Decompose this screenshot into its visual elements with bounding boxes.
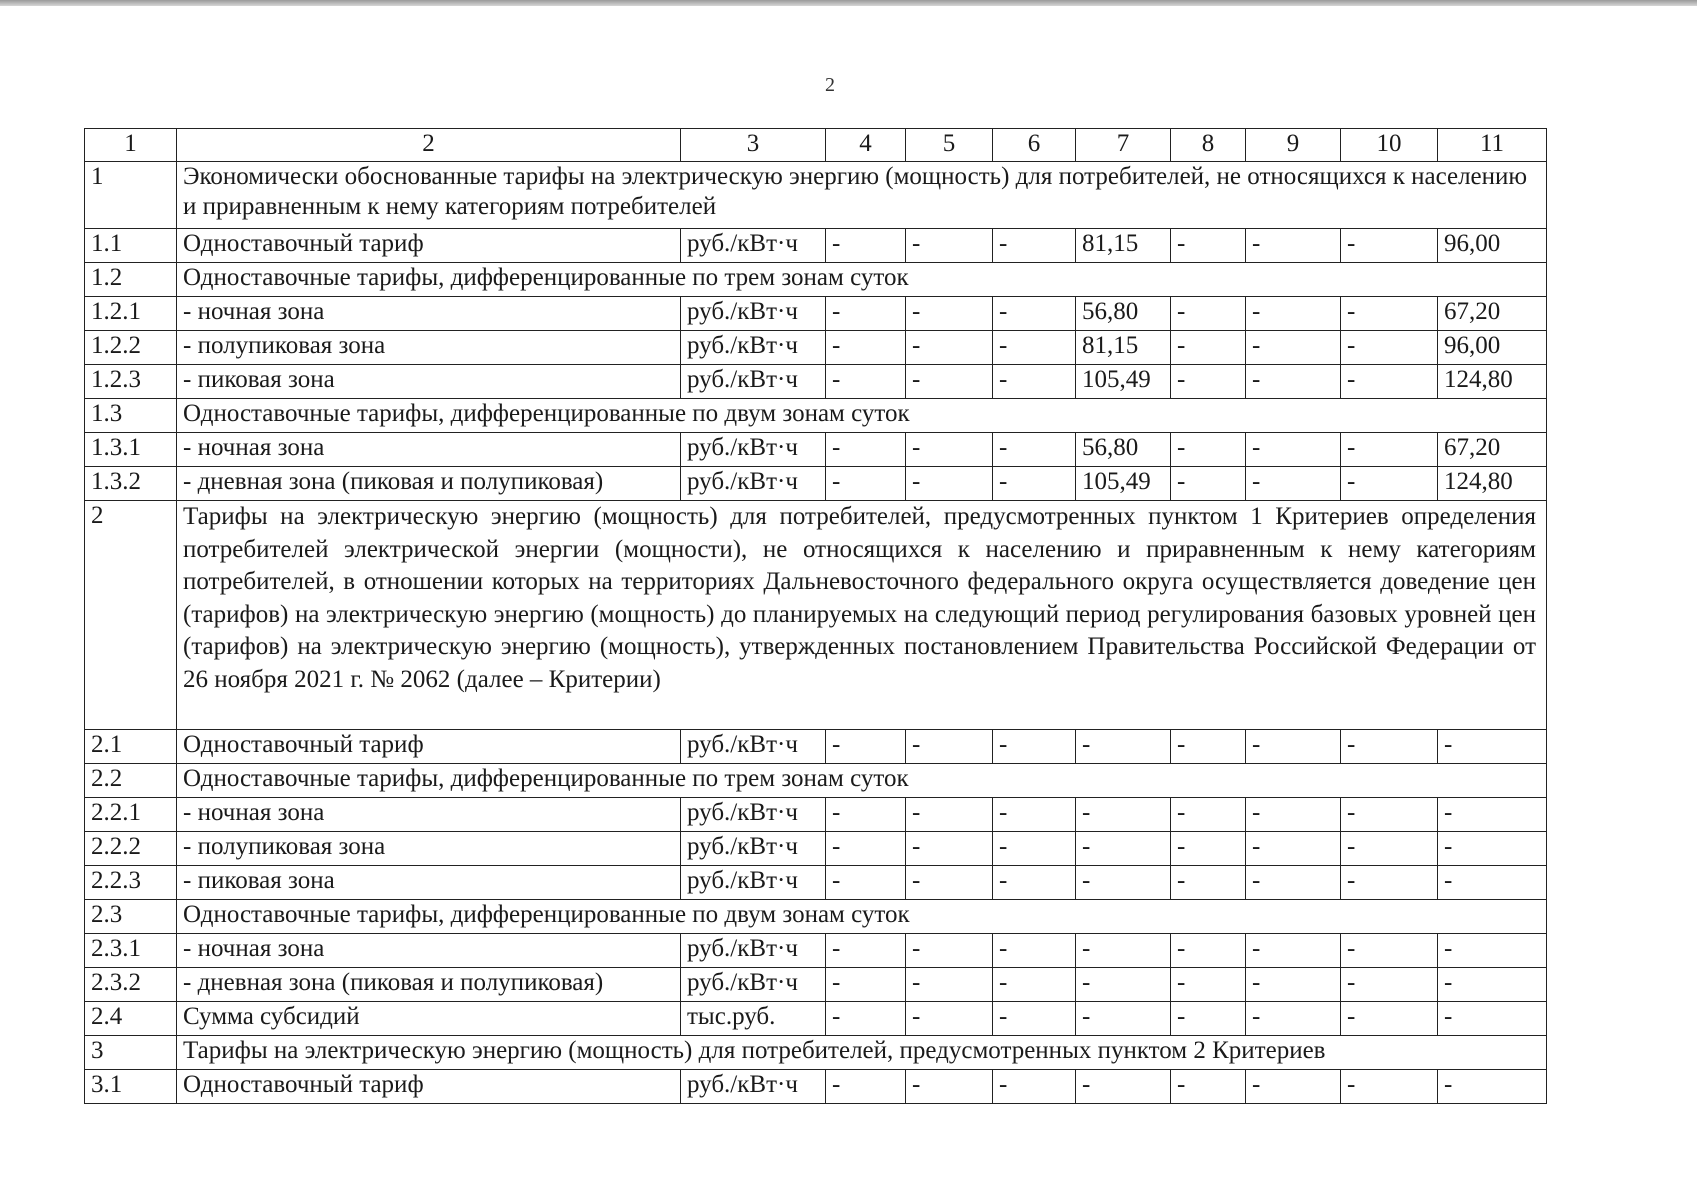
row-number: 1.1	[85, 229, 177, 263]
value-cell: -	[1341, 730, 1438, 764]
row-name: Одноставочный тариф	[177, 730, 681, 764]
value-cell: -	[993, 365, 1076, 399]
row-name: - ночная зона	[177, 297, 681, 331]
row-number: 2.1	[85, 730, 177, 764]
value-cell: -	[1438, 832, 1547, 866]
value-cell: -	[993, 832, 1076, 866]
value-cell: -	[1438, 798, 1547, 832]
value-cell: -	[1341, 1002, 1438, 1036]
value-cell: -	[906, 798, 993, 832]
row-name: - ночная зона	[177, 934, 681, 968]
row-number: 1	[85, 162, 177, 229]
value-cell: -	[1341, 968, 1438, 1002]
value-cell: -	[1171, 798, 1246, 832]
value-cell: -	[1341, 229, 1438, 263]
value-cell: -	[993, 730, 1076, 764]
value-cell: -	[1438, 968, 1547, 1002]
value-cell: -	[906, 331, 993, 365]
row-name: - ночная зона	[177, 433, 681, 467]
value-cell: -	[1171, 1070, 1246, 1104]
section-row	[85, 1036, 1547, 1070]
section-title: Одноставочные тарифы, дифференцированные по двум зонам суток	[177, 399, 1547, 433]
scan-edge	[0, 0, 1697, 6]
section-title: Тарифы на электрическую энергию (мощность) для потребителей, предусмотренных пунктом 2 Критериев	[177, 1036, 1547, 1070]
value-cell: -	[1438, 1070, 1547, 1104]
value-cell: -	[906, 934, 993, 968]
value-cell: -	[1171, 433, 1246, 467]
value-cell: -	[1246, 832, 1341, 866]
value-cell: -	[1171, 467, 1246, 501]
value-cell: -	[1438, 934, 1547, 968]
row-number: 1.3.1	[85, 433, 177, 467]
header-cell: 11	[1438, 129, 1547, 162]
row-number: 2.2	[85, 764, 177, 798]
row-unit: руб./кВт·ч	[681, 934, 826, 968]
value-cell: -	[1341, 866, 1438, 900]
value-cell: -	[993, 968, 1076, 1002]
value-cell: -	[906, 297, 993, 331]
value-cell: -	[906, 467, 993, 501]
value-cell: -	[826, 832, 906, 866]
value-cell: -	[1246, 1070, 1341, 1104]
table-row	[85, 1002, 1547, 1036]
value-cell: -	[826, 866, 906, 900]
header-cell: 10	[1341, 129, 1438, 162]
value-cell: -	[1246, 866, 1341, 900]
table-row	[85, 968, 1547, 1002]
tariff-table	[84, 128, 1547, 1104]
row-number: 1.3	[85, 399, 177, 433]
row-number: 3	[85, 1036, 177, 1070]
row-number: 2.2.1	[85, 798, 177, 832]
table-row	[85, 798, 1547, 832]
table-header-row	[85, 129, 1547, 162]
value-cell: -	[826, 331, 906, 365]
table-row	[85, 1070, 1547, 1104]
value-cell: -	[1341, 934, 1438, 968]
row-name: - полупиковая зона	[177, 832, 681, 866]
value-cell: -	[1246, 229, 1341, 263]
row-unit: руб./кВт·ч	[681, 866, 826, 900]
row-number: 2.2.3	[85, 866, 177, 900]
section-title: Одноставочные тарифы, дифференцированные по трем зонам суток	[177, 263, 1547, 297]
value-cell: 56,80	[1076, 297, 1171, 331]
value-cell: -	[1171, 331, 1246, 365]
value-cell: -	[1171, 297, 1246, 331]
value-cell: -	[993, 467, 1076, 501]
value-cell: -	[993, 433, 1076, 467]
value-cell: -	[1341, 1070, 1438, 1104]
value-cell: -	[906, 365, 993, 399]
row-unit: руб./кВт·ч	[681, 229, 826, 263]
row-number: 1.2.3	[85, 365, 177, 399]
header-cell: 1	[85, 129, 177, 162]
row-name: - дневная зона (пиковая и полупиковая)	[177, 968, 681, 1002]
value-cell: -	[906, 730, 993, 764]
value-cell: -	[826, 1070, 906, 1104]
value-cell: -	[1171, 229, 1246, 263]
table-row	[85, 730, 1547, 764]
value-cell: -	[993, 934, 1076, 968]
table-row	[85, 229, 1547, 263]
value-cell: 105,49	[1076, 467, 1171, 501]
row-name: Одноставочный тариф	[177, 1070, 681, 1104]
value-cell: -	[1438, 730, 1547, 764]
value-cell: -	[906, 968, 993, 1002]
value-cell: -	[826, 968, 906, 1002]
value-cell: -	[1246, 365, 1341, 399]
value-cell: -	[826, 433, 906, 467]
value-cell: -	[826, 229, 906, 263]
value-cell: -	[1171, 934, 1246, 968]
row-number: 2.3.2	[85, 968, 177, 1002]
row-unit: руб./кВт·ч	[681, 433, 826, 467]
value-cell: -	[1171, 968, 1246, 1002]
table-row	[85, 934, 1547, 968]
value-cell: -	[1341, 433, 1438, 467]
value-cell: -	[1076, 1070, 1171, 1104]
header-cell: 4	[826, 129, 906, 162]
value-cell: 67,20	[1438, 297, 1547, 331]
value-cell: -	[1171, 866, 1246, 900]
row-unit: руб./кВт·ч	[681, 331, 826, 365]
table-row	[85, 467, 1547, 501]
header-cell: 7	[1076, 129, 1171, 162]
value-cell: -	[1438, 1002, 1547, 1036]
value-cell: -	[1341, 467, 1438, 501]
table-row	[85, 832, 1547, 866]
header-cell: 8	[1171, 129, 1246, 162]
row-name: Одноставочный тариф	[177, 229, 681, 263]
value-cell: -	[1246, 798, 1341, 832]
table-row	[85, 331, 1547, 365]
tariff-table-body	[85, 129, 1547, 1104]
value-cell: -	[1341, 297, 1438, 331]
section-row	[85, 162, 1547, 229]
value-cell: -	[1246, 467, 1341, 501]
row-name: - пиковая зона	[177, 866, 681, 900]
value-cell: -	[1076, 1002, 1171, 1036]
value-cell: -	[826, 467, 906, 501]
value-cell: -	[1341, 832, 1438, 866]
value-cell: -	[906, 1070, 993, 1104]
value-cell: -	[906, 1002, 993, 1036]
value-cell: -	[1076, 968, 1171, 1002]
section-row	[85, 399, 1547, 433]
value-cell: -	[1246, 968, 1341, 1002]
row-number: 1.2.2	[85, 331, 177, 365]
row-unit: руб./кВт·ч	[681, 467, 826, 501]
value-cell: -	[1171, 365, 1246, 399]
row-number: 2	[85, 501, 177, 730]
value-cell: 96,00	[1438, 331, 1547, 365]
value-cell: 67,20	[1438, 433, 1547, 467]
value-cell: 124,80	[1438, 467, 1547, 501]
section-title: Тарифы на электрическую энергию (мощность) для потребителей, предусмотренных пунктом 1 Критериев определения потребителей электрической энергии (мощности), не относящихся к населению и приравненным к нему категориям потребителей, в отношении которых на территориях Дальневосточного федерального округа осуществляется доведение цен (тарифов) на электрическую энергию (мощность) до планируемых на следующий период регулирования базовых уровней цен (тарифов) на электрическую энергию (мощность), утвержденных постановлением Правительства Российской Федерации от 26 ноября 2021 г. № 2062 (далее – Критерии)	[177, 501, 1547, 730]
header-cell: 3	[681, 129, 826, 162]
value-cell: -	[906, 832, 993, 866]
section-title: Экономически обоснованные тарифы на электрическую энергию (мощность) для потребителей, не относящихся к населению и приравненным к нему категориям потребителей	[177, 162, 1547, 229]
row-number: 2.3.1	[85, 934, 177, 968]
value-cell: -	[1341, 798, 1438, 832]
value-cell: -	[826, 730, 906, 764]
value-cell: -	[1076, 934, 1171, 968]
header-cell: 6	[993, 129, 1076, 162]
row-number: 1.2	[85, 263, 177, 297]
value-cell: 81,15	[1076, 331, 1171, 365]
value-cell: -	[826, 1002, 906, 1036]
value-cell: -	[993, 1070, 1076, 1104]
row-unit: тыс.руб.	[681, 1002, 826, 1036]
header-cell: 5	[906, 129, 993, 162]
table-row	[85, 433, 1547, 467]
value-cell: -	[1246, 1002, 1341, 1036]
value-cell: -	[1076, 866, 1171, 900]
table-row	[85, 866, 1547, 900]
value-cell: -	[1246, 297, 1341, 331]
value-cell: -	[1438, 866, 1547, 900]
value-cell: -	[993, 798, 1076, 832]
value-cell: 81,15	[1076, 229, 1171, 263]
value-cell: 105,49	[1076, 365, 1171, 399]
value-cell: -	[1246, 331, 1341, 365]
row-number: 2.3	[85, 900, 177, 934]
section-row	[85, 764, 1547, 798]
section-row	[85, 263, 1547, 297]
row-number: 1.3.2	[85, 467, 177, 501]
value-cell: -	[1246, 730, 1341, 764]
value-cell: -	[993, 866, 1076, 900]
value-cell: 56,80	[1076, 433, 1171, 467]
row-number: 3.1	[85, 1070, 177, 1104]
value-cell: -	[1246, 433, 1341, 467]
row-unit: руб./кВт·ч	[681, 798, 826, 832]
value-cell: -	[993, 331, 1076, 365]
section-row	[85, 900, 1547, 934]
row-number: 2.2.2	[85, 832, 177, 866]
value-cell: -	[1076, 832, 1171, 866]
value-cell: -	[1341, 365, 1438, 399]
section-title: Одноставочные тарифы, дифференцированные по трем зонам суток	[177, 764, 1547, 798]
value-cell: -	[1171, 832, 1246, 866]
value-cell: -	[906, 866, 993, 900]
value-cell: 96,00	[1438, 229, 1547, 263]
table-row	[85, 297, 1547, 331]
value-cell: -	[826, 297, 906, 331]
section-row	[85, 501, 1547, 730]
value-cell: -	[826, 365, 906, 399]
row-name: - дневная зона (пиковая и полупиковая)	[177, 467, 681, 501]
row-unit: руб./кВт·ч	[681, 730, 826, 764]
row-unit: руб./кВт·ч	[681, 968, 826, 1002]
value-cell: -	[1341, 331, 1438, 365]
value-cell: -	[826, 934, 906, 968]
header-cell: 9	[1246, 129, 1341, 162]
row-name: - полупиковая зона	[177, 331, 681, 365]
value-cell: -	[1246, 934, 1341, 968]
row-name: Сумма субсидий	[177, 1002, 681, 1036]
header-cell: 2	[177, 129, 681, 162]
value-cell: -	[1171, 1002, 1246, 1036]
value-cell: -	[906, 229, 993, 263]
row-unit: руб./кВт·ч	[681, 832, 826, 866]
value-cell: -	[826, 798, 906, 832]
value-cell: -	[906, 433, 993, 467]
row-unit: руб./кВт·ч	[681, 365, 826, 399]
row-unit: руб./кВт·ч	[681, 1070, 826, 1104]
value-cell: -	[993, 297, 1076, 331]
section-title: Одноставочные тарифы, дифференцированные по двум зонам суток	[177, 900, 1547, 934]
row-number: 1.2.1	[85, 297, 177, 331]
row-number: 2.4	[85, 1002, 177, 1036]
table-row	[85, 365, 1547, 399]
value-cell: -	[993, 1002, 1076, 1036]
row-name: - пиковая зона	[177, 365, 681, 399]
value-cell: -	[1076, 798, 1171, 832]
row-unit: руб./кВт·ч	[681, 297, 826, 331]
value-cell: -	[1171, 730, 1246, 764]
row-name: - ночная зона	[177, 798, 681, 832]
value-cell: -	[1076, 730, 1171, 764]
value-cell: -	[993, 229, 1076, 263]
page-number: 2	[825, 74, 835, 96]
value-cell: 124,80	[1438, 365, 1547, 399]
